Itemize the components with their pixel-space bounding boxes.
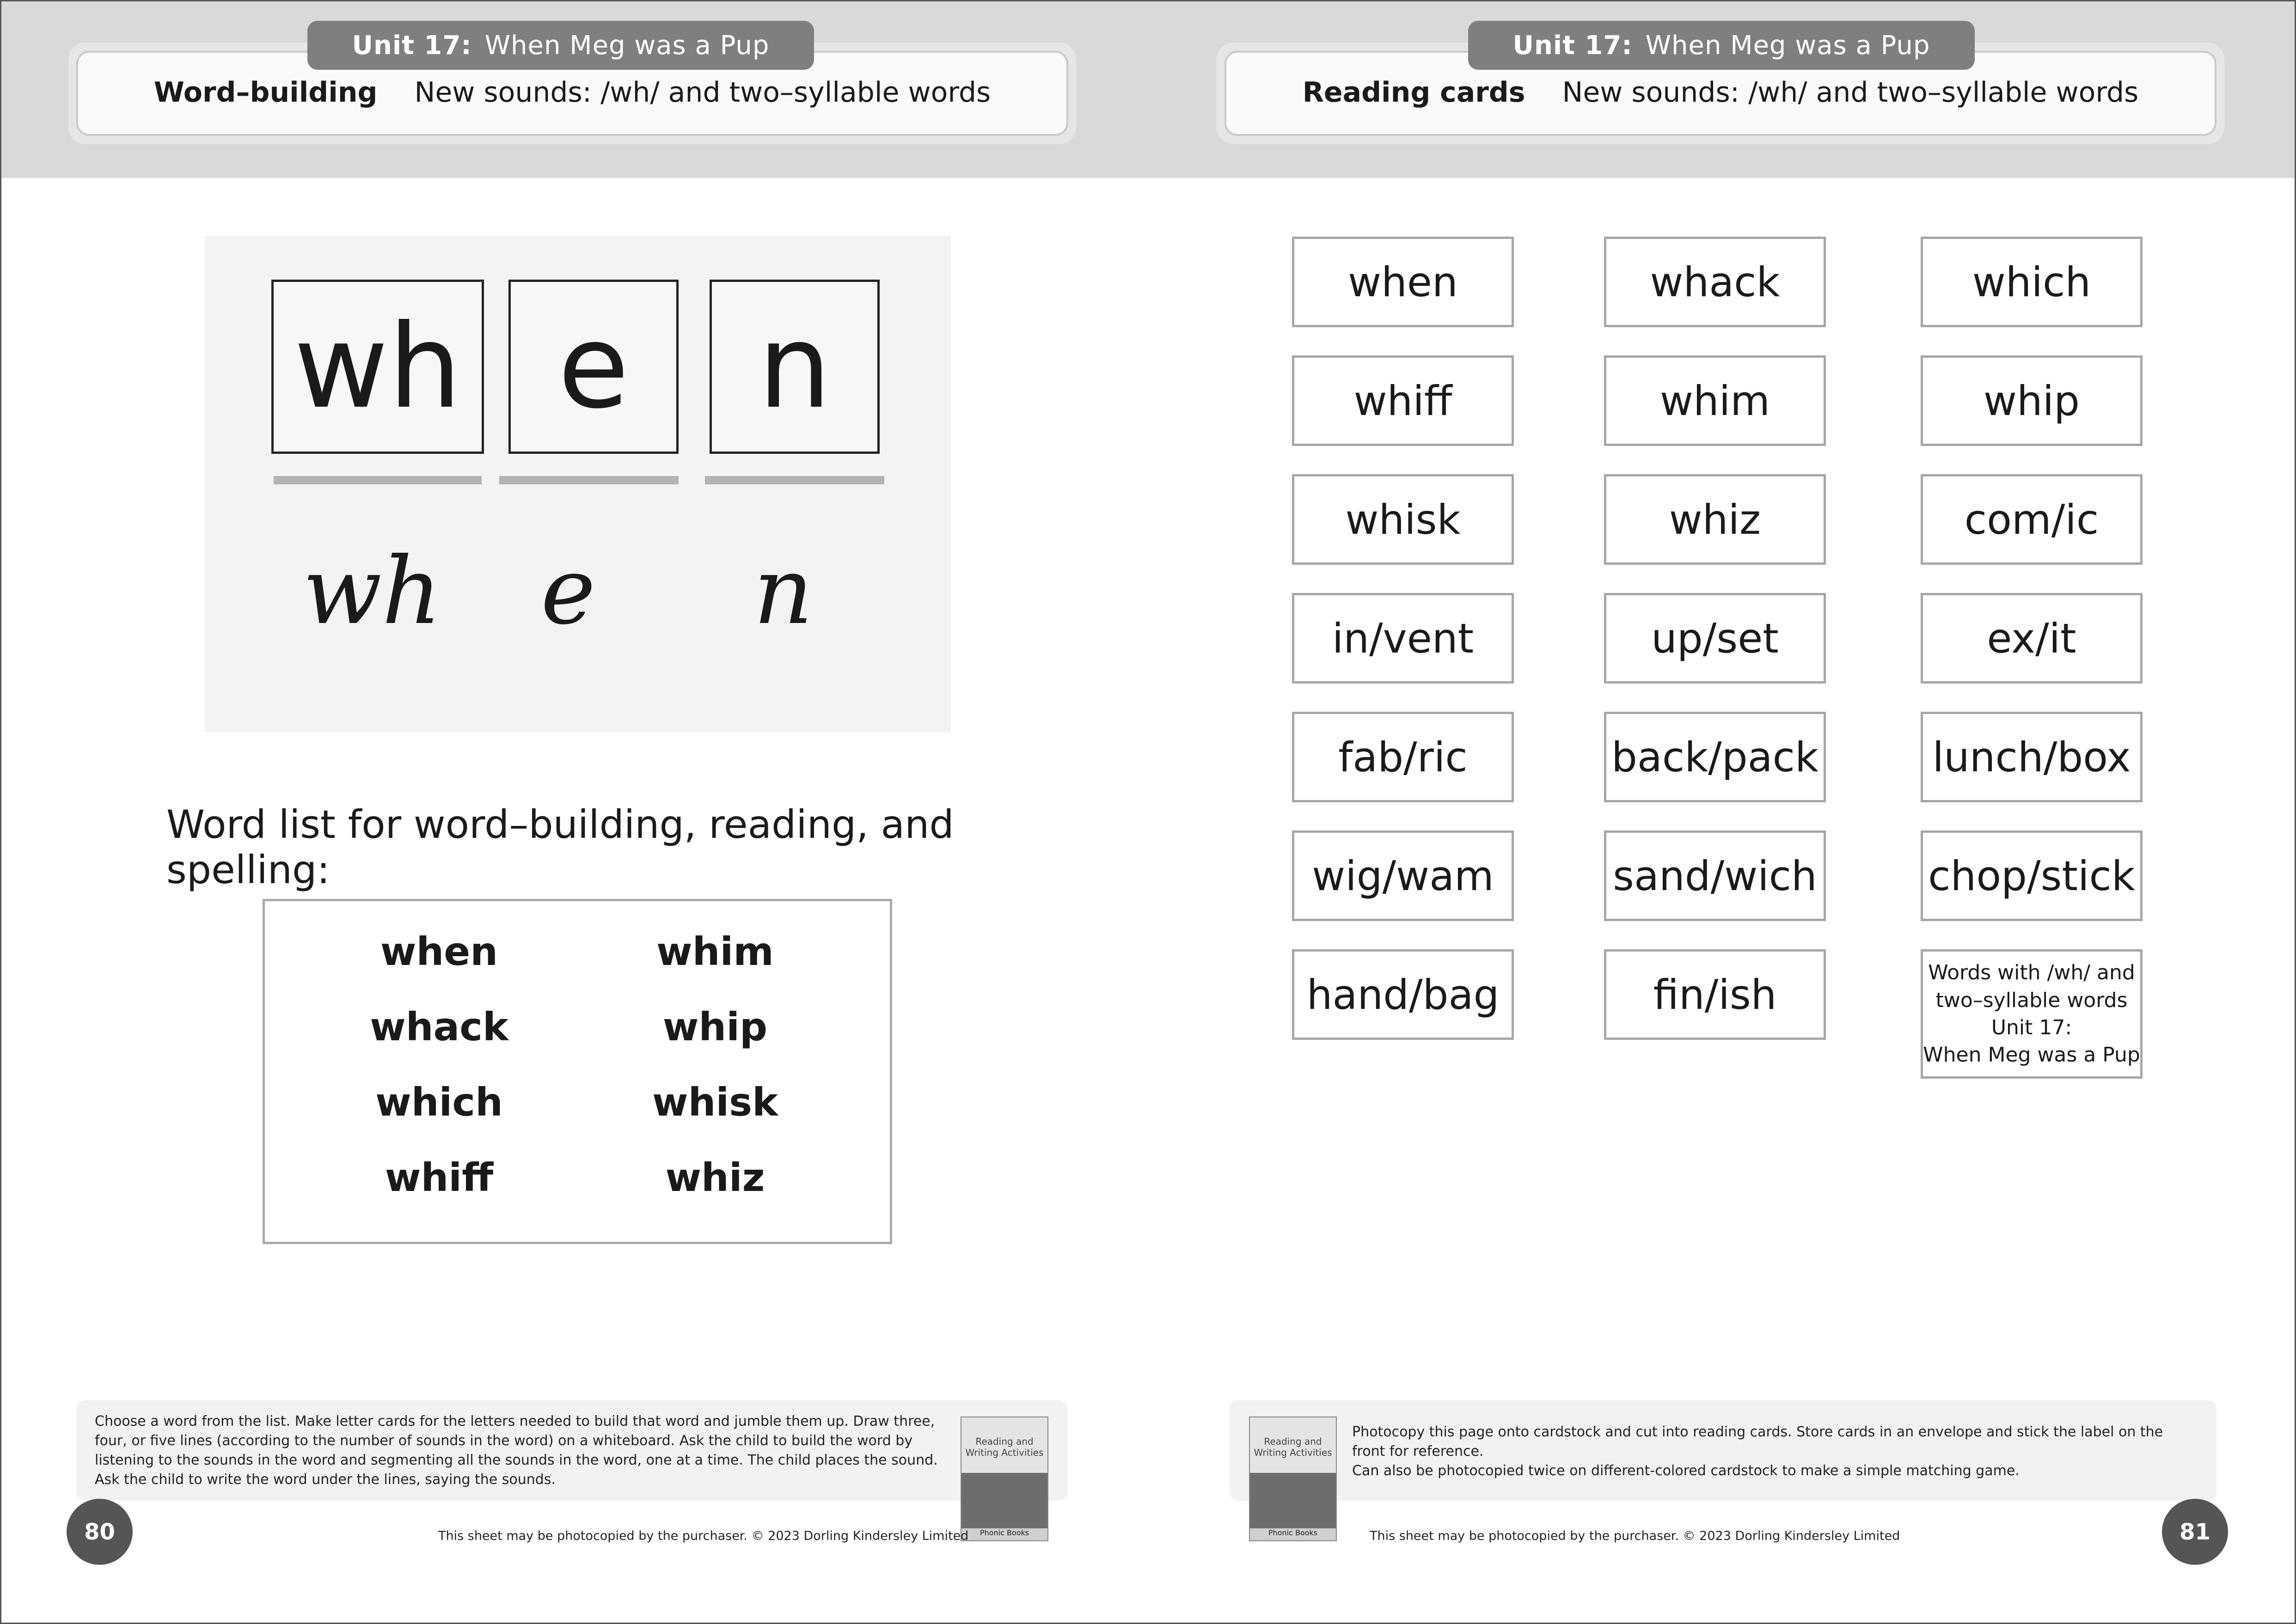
letter-box: e [508,280,679,454]
book-title: Reading and Writing Activities [961,1417,1047,1473]
reading-card: fin/ish [1604,949,1826,1040]
letter-box: n [710,280,880,454]
word-list-item: whim [656,929,774,974]
script-letter: n [753,537,813,645]
left-unit-pill [307,21,814,70]
unit-label: Unit 17: [352,30,472,61]
instructions-text: Can also be photocopied twice on different-colored cardstock to make a simple matching game. [1352,1463,2020,1479]
reading-card: chop/stick [1921,830,2143,921]
label-card [1921,949,2143,1079]
sound-line [499,476,679,484]
sound-line [274,476,482,484]
right-unit-pill [1468,21,1975,70]
section-subtitle: New sounds: /wh/ and two–syllable words [414,76,991,109]
reading-card: hand/bag [1292,949,1514,1040]
right-header-line [1225,69,2216,116]
reading-card: back/pack [1604,712,1826,802]
label-line: Words with /wh/ and [1928,961,2135,985]
reading-card: whip [1921,355,2143,446]
unit-title: When Meg was a Pup [1645,30,1930,61]
page-number: 81 [2162,1499,2228,1565]
word-list-item: whiff [385,1155,494,1200]
left-header-line [76,69,1068,116]
word-list-item: whip [662,1004,768,1050]
book-title: Reading and Writing Activities [1250,1417,1336,1473]
word-list-item: whiz [665,1155,765,1200]
reading-card: in/vent [1292,593,1514,684]
instructions-text: Photocopy this page onto cardstock and cut into reading cards. Store cards in an envelope and stick the label on the front for reference. [1352,1424,2163,1459]
reading-card: whiff [1292,355,1514,446]
section-title: Word–building [153,76,378,109]
book-cover-image [961,1473,1047,1528]
reading-card: ex/it [1921,593,2143,684]
book-cover-image [1250,1473,1336,1528]
label-line: When Meg was a Pup [1923,1043,2140,1067]
label-line: two–syllable words [1935,988,2128,1012]
letter-box: wh [271,280,484,454]
word-list-item: when [380,929,498,974]
reading-card: whim [1604,355,1826,446]
word-list-title: Word list for word–building, reading, and spelling: [166,802,954,892]
unit-label: Unit 17: [1512,30,1633,61]
reading-card: fab/ric [1292,712,1514,802]
script-letter: wh [303,537,441,645]
sound-line [705,476,884,484]
section-subtitle: New sounds: /wh/ and two–syllable words [1562,76,2139,109]
copyright-notice: This sheet may be photocopied by the purchaser. © 2023 Dorling Kindersley Limited [1370,1529,1900,1543]
reading-card: whiz [1604,474,1826,565]
word-list-item: which [375,1080,503,1125]
page-number: 80 [67,1499,133,1565]
reading-card: sand/wich [1604,830,1826,921]
reading-card: whisk [1292,474,1514,565]
word-list-item: whisk [652,1080,778,1125]
book-cover-thumbnail [961,1416,1048,1541]
book-brand: Phonic Books [961,1528,1047,1540]
reading-card: lunch/box [1921,712,2143,802]
word-list-item: whack [370,1004,508,1050]
reading-card: com/ic [1921,474,2143,565]
copyright-notice: This sheet may be photocopied by the purchaser. © 2023 Dorling Kindersley Limited [438,1529,969,1543]
instructions-text: Choose a word from the list. Make letter cards for the letters needed to build that word and jumble them up. Draw three, four, or five lines (according to the number of sounds in the word) on a whiteboard. Ask the child to build the word by listening to the sounds in the word and segmenting all the sounds in the word, one at a time. The child places the sound. Ask the child to write the word under the lines, saying the sounds. [95,1413,938,1488]
book-cover-thumbnail [1249,1416,1337,1541]
reading-card: whack [1604,237,1826,327]
reading-card: when [1292,237,1514,327]
unit-title: When Meg was a Pup [484,30,770,61]
reading-card: up/set [1604,593,1826,684]
section-title: Reading cards [1302,76,1525,109]
book-brand: Phonic Books [1250,1528,1336,1540]
script-letter: e [541,537,596,645]
label-line: Unit 17: [1991,1016,2072,1039]
reading-card: wig/wam [1292,830,1514,921]
reading-card: which [1921,237,2143,327]
